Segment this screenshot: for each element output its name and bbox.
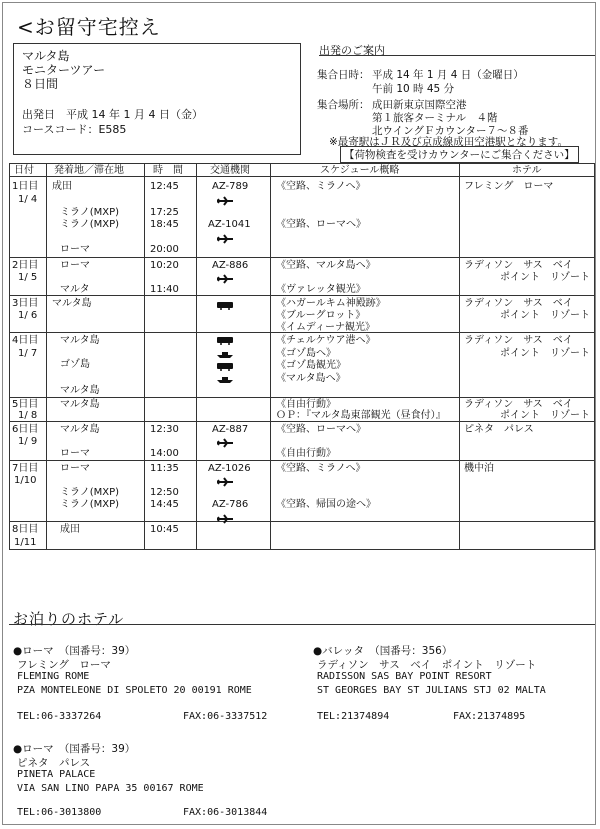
row-divider: [10, 521, 594, 522]
day-label: 5日目: [12, 399, 39, 410]
place-cell: ミラノ(MXP): [60, 499, 120, 510]
time-cell: 12:45: [150, 181, 179, 192]
hotel-name: RADISSON SAS BAY POINT RESORT: [317, 671, 492, 682]
airplane-icon: [216, 196, 234, 206]
place-cell: ゴゾ島: [60, 359, 90, 370]
place-cell: 成田: [52, 181, 72, 192]
hotel-cell: ラディソン サス ベイ: [464, 260, 573, 271]
place-cell: マルタ島: [60, 399, 100, 410]
time-cell: 18:45: [150, 219, 179, 230]
course-code: コースコード：E585: [22, 123, 127, 136]
hotel-city: ●バレッタ （国番号：356）: [313, 645, 453, 657]
day-date: 1/ 5: [18, 272, 38, 283]
flight-number: AZ-1041: [208, 219, 251, 230]
place-cell: ローマ: [60, 244, 90, 255]
day-date: 1/ 9: [18, 436, 38, 447]
plan-cell: ＯＰ：『マルタ島東部観光（昼食付）』: [276, 410, 446, 421]
flight-number: AZ-786: [212, 499, 249, 510]
baggage-notice: 【荷物検査を受けカウンターにご集合ください】: [340, 146, 579, 163]
plan-cell: 《ゴゾ島観光》: [276, 360, 346, 371]
tour-name-line: ８日間: [22, 77, 59, 91]
hotel-tel: TEL:06-3337264: [17, 711, 102, 722]
time-cell: 20:00: [150, 244, 179, 255]
place-cell: マルタ島: [60, 335, 100, 346]
hotel-tel: TEL:21374894: [317, 711, 390, 722]
hotel-address: PZA MONTELEONE DI SPOLETO 20 00191 ROME: [17, 685, 252, 696]
departure-date: 出発日 平成 14 年 1 月 4 日（金）: [22, 108, 203, 121]
hotel-cell: ポイント リゾート: [500, 410, 590, 421]
place-cell: 成田: [60, 524, 80, 535]
airplane-icon: [216, 477, 234, 487]
plan-cell: 《空路、ミラノへ》: [276, 181, 366, 192]
hotel-kana: ピネタ パレス: [17, 757, 91, 769]
day-label: 3日目: [12, 298, 39, 309]
place-cell: ミラノ(MXP): [60, 207, 120, 218]
day-label: 1日目: [12, 181, 39, 192]
plan-cell: 《空路、マルタ島へ》: [276, 260, 376, 271]
flight-number: AZ-886: [212, 260, 249, 271]
plan-cell: 《ゴゾ島へ》: [276, 348, 336, 359]
hotel-city: ●ローマ （国番号：39）: [13, 743, 136, 755]
hotel-city: ●ローマ （国番号：39）: [13, 645, 136, 657]
schedule-table: [9, 163, 595, 550]
header-hotel: ホテル: [512, 165, 542, 176]
day-date: 1/ 6: [18, 310, 38, 321]
plan-cell: 《ヴァレッタ観光》: [276, 284, 366, 295]
time-cell: 11:35: [150, 463, 179, 474]
col-divider: [144, 164, 145, 549]
place-cell: ローマ: [60, 260, 90, 271]
place-cell: マルタ島: [52, 298, 92, 309]
plan-cell: 《空路、ミラノへ》: [276, 463, 366, 474]
hotel-cell: ポイント リゾート: [500, 272, 590, 283]
hotel-name: FLEMING ROME: [17, 671, 90, 682]
hotel-fax: FAX:06-3013844: [183, 807, 268, 818]
col-divider: [196, 164, 197, 549]
place-cell: ローマ: [60, 463, 90, 474]
time-cell: 14:00: [150, 448, 179, 459]
place-cell: マルタ島: [60, 385, 100, 396]
hotel-cell: ポイント リゾート: [500, 310, 590, 321]
day-label: 8日目: [12, 524, 39, 535]
hotel-tel: TEL:06-3013800: [17, 807, 102, 818]
divider: [319, 55, 595, 56]
day-date: 1/ 4: [18, 194, 38, 205]
row-divider: [10, 460, 594, 461]
hotel-address: ST GEORGES BAY ST JULIANS STJ 02 MALTA: [317, 685, 546, 696]
time-cell: 14:45: [150, 499, 179, 510]
hotels-section-title: お泊りのホテル: [13, 610, 125, 628]
hotel-cell: ラディソン サス ベイ: [464, 335, 573, 346]
day-label: 4日目: [12, 335, 39, 346]
header-day: 日付: [14, 165, 34, 176]
time-cell: 12:30: [150, 424, 179, 435]
place-cell: マルタ: [60, 284, 90, 295]
place-cell: ローマ: [60, 448, 90, 459]
plan-cell: 《チェルケウア港へ》: [276, 335, 376, 346]
time-cell: 10:45: [150, 524, 179, 535]
plan-cell: 《ハガールキム神殿跡》: [276, 298, 386, 309]
meeting-place-2: 第１旅客ターミナル ４階: [372, 112, 498, 124]
col-divider: [459, 164, 460, 549]
hotel-cell: ラディソン サス ベイ: [464, 298, 573, 309]
header-place: 発着地／滞在地: [54, 165, 124, 176]
plan-cell: 《自由行動》: [276, 448, 336, 459]
airplane-icon: [216, 438, 234, 448]
hotel-address: VIA SAN LINO PAPA 35 00167 ROME: [17, 783, 204, 794]
header-plan: スケジュール概略: [320, 165, 400, 176]
meeting-place-1: 成田新東京国際空港: [372, 99, 467, 111]
ship-icon: [216, 350, 234, 359]
day-label: 6日目: [12, 424, 39, 435]
day-label: 7日目: [12, 463, 39, 474]
flight-number: AZ-789: [212, 181, 249, 192]
meeting-time-1: 平成 14 年 1 月 4 日（金曜日）: [372, 69, 524, 81]
tour-box: [13, 43, 301, 155]
hotel-fax: FAX:21374895: [453, 711, 526, 722]
page-title: <お留守宅控え: [17, 15, 161, 39]
hotel-fax: FAX:06-3337512: [183, 711, 268, 722]
meeting-place-3: 北ウイングＦカウンター７～８番: [372, 125, 529, 137]
plan-cell: 《イムディーナ観光》: [276, 322, 375, 333]
ship-icon: [216, 375, 234, 384]
station-note: ※最寄駅はＪＲ及び京成線成田空港駅となります。: [329, 136, 568, 148]
day-label: 2日目: [12, 260, 39, 271]
header-time: 時 間: [153, 165, 183, 176]
plan-cell: 《空路、帰国の途へ》: [276, 499, 376, 510]
airplane-icon: [216, 274, 234, 284]
departure-info-heading: 出発のご案内: [319, 44, 385, 57]
plan-cell: 《空路、ローマへ》: [276, 219, 366, 230]
plan-cell: 《自由行動》: [276, 399, 336, 410]
tour-name: [22, 49, 105, 91]
airplane-icon: [216, 234, 234, 244]
divider: [9, 624, 595, 625]
document-page: [2, 2, 596, 825]
hotel-kana: フレミング ローマ: [17, 659, 111, 671]
bus-icon: [216, 301, 234, 310]
time-cell: 10:20: [150, 260, 179, 271]
day-date: 1/ 7: [18, 348, 38, 359]
place-cell: ミラノ(MXP): [60, 487, 120, 498]
day-date: 1/11: [14, 537, 37, 548]
day-date: 1/10: [14, 475, 37, 486]
tour-meta: [22, 107, 203, 137]
hotel-cell: フレミング ローマ: [464, 181, 554, 192]
header-transport: 交通機関: [210, 165, 250, 176]
bus-icon: [216, 362, 234, 371]
plan-cell: 《マルタ島へ》: [276, 373, 346, 384]
tour-name-line: モニターツアー: [22, 63, 106, 77]
hotel-cell: ピネタ パレス: [464, 424, 534, 435]
meeting-place-label: 集合場所：: [317, 99, 370, 111]
meeting-time-2: 午前 10 時 45 分: [372, 83, 455, 95]
place-cell: マルタ島: [60, 424, 100, 435]
col-divider: [46, 164, 47, 549]
hotel-name: PINETA PALACE: [17, 769, 96, 780]
hotel-cell: 機中泊: [464, 463, 494, 474]
time-cell: 17:25: [150, 207, 179, 218]
row-divider: [10, 397, 594, 398]
flight-number: AZ-1026: [208, 463, 251, 474]
flight-number: AZ-887: [212, 424, 249, 435]
hotel-kana: ラディソン サス ベイ ポイント リゾート: [317, 659, 537, 671]
hotel-cell: ラディソン サス ベイ: [464, 399, 573, 410]
place-cell: ミラノ(MXP): [60, 219, 120, 230]
tour-name-line: マルタ島: [22, 49, 70, 63]
col-divider: [270, 164, 271, 549]
airplane-icon: [216, 514, 234, 524]
plan-cell: 《空路、ローマへ》: [276, 424, 366, 435]
day-date: 1/ 8: [18, 410, 38, 421]
meeting-time-label: 集合日時：: [317, 69, 370, 81]
row-divider: [10, 257, 594, 258]
time-cell: 12:50: [150, 487, 179, 498]
time-cell: 11:40: [150, 284, 179, 295]
hotel-cell: ポイント リゾート: [500, 348, 590, 359]
bus-icon: [216, 336, 234, 345]
plan-cell: 《ブルーグロット》: [276, 310, 366, 321]
